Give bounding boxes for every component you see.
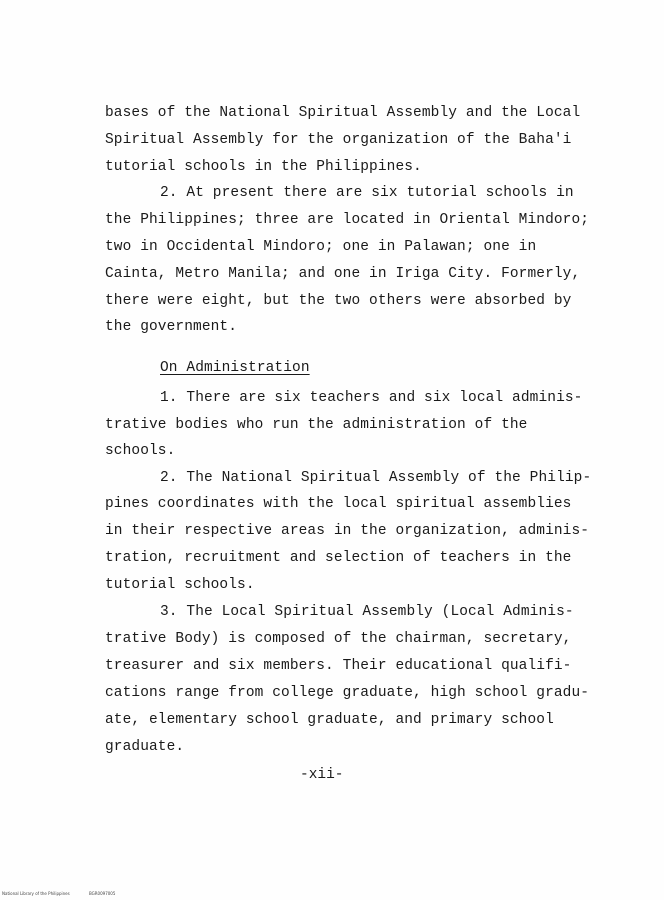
text-line: Spiritual Assembly for the organization of the Baha'i xyxy=(105,132,572,148)
text-line: treasurer and six members. Their educational qualifi- xyxy=(105,658,572,674)
text-line: bases of the National Spiritual Assembly and the Local xyxy=(105,105,581,121)
text-line: graduate. xyxy=(105,739,185,755)
text-line: 2. The National Spiritual Assembly of the Philip- xyxy=(160,470,592,486)
text-line: pines coordinates with the local spiritual assemblies xyxy=(105,496,572,512)
text-line: 1. There are six teachers and six local adminis- xyxy=(160,390,583,406)
text-line: there were eight, but the two others were absorbed by xyxy=(105,293,572,309)
text-line: the government. xyxy=(105,319,238,335)
footer-library: National Library of the Philippines xyxy=(2,891,70,896)
page-number: -xii- xyxy=(300,767,344,783)
text-line: Cainta, Metro Manila; and one in Iriga City. Formerly, xyxy=(105,266,581,282)
footer-code: BGR0097005 xyxy=(89,891,116,896)
text-line: two in Occidental Mindoro; one in Palawan; one in xyxy=(105,239,537,255)
scan-footer xyxy=(2,891,133,896)
text-line: 3. The Local Spiritual Assembly (Local Adminis- xyxy=(160,604,574,620)
text-line: 2. At present there are six tutorial schools in xyxy=(160,185,574,201)
text-line: schools. xyxy=(105,443,176,459)
text-line: tutorial schools in the Philippines. xyxy=(105,159,422,175)
text-line: the Philippines; three are located in Oriental Mindoro; xyxy=(105,212,590,228)
section-heading: On Administration xyxy=(160,360,310,376)
text-line: ate, elementary school graduate, and primary school xyxy=(105,712,554,728)
text-line: in their respective areas in the organization, adminis- xyxy=(105,523,590,539)
text-line: tutorial schools. xyxy=(105,577,255,593)
text-line: cations range from college graduate, high school gradu- xyxy=(105,685,590,701)
text-line: trative bodies who run the administration of the xyxy=(105,417,528,433)
text-line: tration, recruitment and selection of teachers in the xyxy=(105,550,572,566)
text-line: trative Body) is composed of the chairman, secretary, xyxy=(105,631,572,647)
